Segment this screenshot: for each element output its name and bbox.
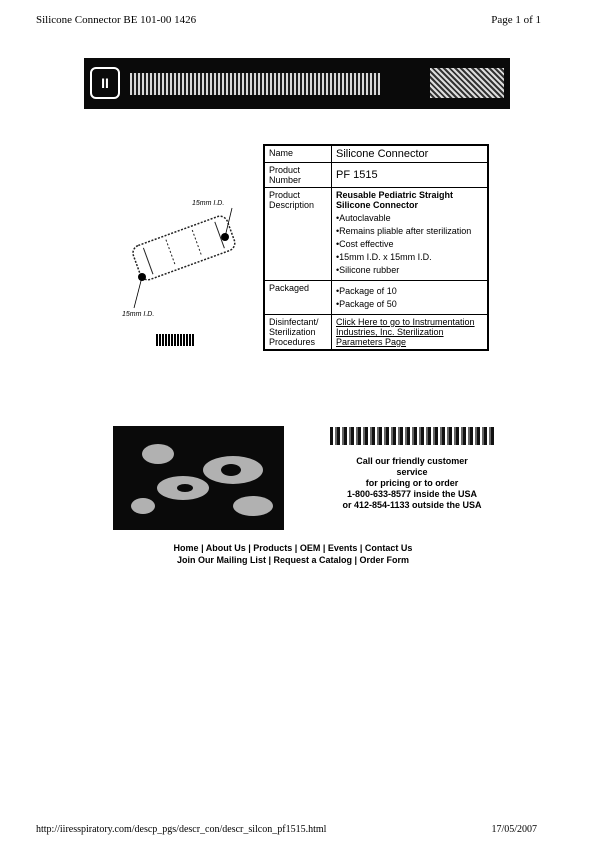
- nav-events-link[interactable]: Events: [327, 543, 358, 553]
- description-item: • 15mm I.D. x 15mm I.D.: [336, 252, 483, 262]
- company-logo: II: [90, 67, 120, 99]
- packaged-label: Packaged: [264, 281, 332, 315]
- product-name: Silicone Connector: [332, 145, 489, 163]
- description-item: • Silicone rubber: [336, 265, 483, 275]
- product-number-label: Product Number: [264, 163, 332, 188]
- contact-phone-usa: 1-800-633-8577 inside the USA: [346, 489, 478, 499]
- print-header-page-number: Page 1 of 1: [491, 14, 541, 26]
- nav-about-link[interactable]: About Us: [205, 543, 246, 553]
- print-header-title: Silicone Connector BE 101-00 1426: [36, 14, 197, 26]
- print-footer-date: 17/05/2007: [491, 824, 537, 835]
- product-photo: [122, 190, 248, 318]
- packaged-list: [336, 286, 483, 309]
- description-item: • Remains pliable after sterilization: [336, 226, 483, 236]
- description-label: Product Description: [264, 188, 332, 281]
- product-number: PF 1515: [332, 163, 489, 188]
- product-info-table: [263, 144, 489, 351]
- photo-caption-image: [156, 334, 194, 346]
- contact-phone-intl: or 412-854-1133 outside the USA: [342, 500, 482, 510]
- name-label: Name: [264, 145, 332, 163]
- packaged-item: • Package of 10: [336, 286, 483, 296]
- nav-contact-link[interactable]: Contact Us: [364, 543, 413, 553]
- nav-separator: |: [198, 543, 206, 553]
- site-banner[interactable]: [84, 58, 510, 109]
- contact-line: Call our friendly customer: [356, 456, 468, 466]
- description-item: • Autoclavable: [336, 213, 483, 223]
- nav-separator: |: [292, 543, 300, 553]
- banner-title-image: [130, 73, 380, 95]
- nav-home-link[interactable]: Home: [173, 543, 199, 553]
- footer-nav: [150, 542, 436, 566]
- photo-label-bottom: 15mm I.D.: [122, 311, 155, 318]
- sterilization-parameters-link[interactable]: Click Here to go to Instrumentation Industries, Inc. Sterilization Parameters Page: [336, 317, 475, 347]
- contact-info: [330, 456, 494, 511]
- description-item: • Cost effective: [336, 239, 483, 249]
- photo-label-top: 15mm I.D.: [192, 200, 225, 207]
- nav-catalog-link[interactable]: Request a Catalog: [273, 555, 353, 565]
- contact-line: service: [396, 467, 428, 477]
- nav-separator: |: [245, 543, 254, 553]
- banner-side-image: [430, 68, 504, 98]
- nav-separator: |: [352, 555, 360, 565]
- disinfectant-label: Disinfectant/ Sterilization Procedures: [264, 315, 332, 351]
- print-footer-url: http://iiresspiratory.com/descp_pgs/descr_con/descr_silcon_pf1515.html: [36, 824, 327, 835]
- contact-logo-image: [330, 427, 494, 445]
- nav-separator: |: [265, 555, 274, 565]
- contact-line: for pricing or to order: [365, 478, 459, 488]
- description-title: Reusable Pediatric Straight Silicone Connector: [336, 190, 454, 210]
- packaged-item: • Package of 50: [336, 299, 483, 309]
- nav-separator: |: [357, 543, 365, 553]
- nav-oem-link[interactable]: OEM: [299, 543, 321, 553]
- nav-mailing-list-link[interactable]: Join Our Mailing List: [176, 555, 266, 565]
- promo-graphic: [113, 426, 284, 530]
- description-list: [336, 213, 483, 275]
- nav-separator: |: [320, 543, 328, 553]
- nav-products-link[interactable]: Products: [253, 543, 293, 553]
- nav-order-form-link[interactable]: Order Form: [359, 555, 410, 565]
